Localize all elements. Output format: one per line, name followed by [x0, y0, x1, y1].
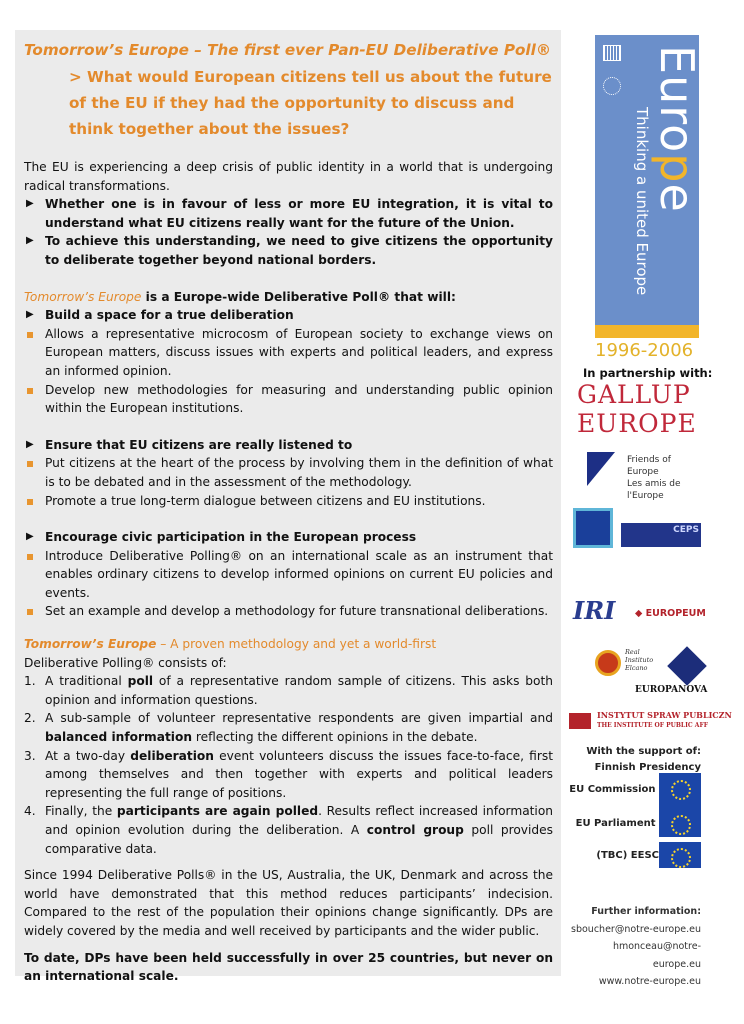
- email-link[interactable]: sboucher@notre-europe.eu: [571, 923, 701, 935]
- intro-section: [24, 158, 553, 270]
- elcano-logo: [595, 650, 621, 676]
- since-paragraph: Since 1994 Deliberative Polls® in the US, Australia, the UK, Denmark and across the world have demonstrated that this method reduces participants’ indecision. Compared to the rest of the population their opinions change significantly. DPs are widely covered by the media and well received by participants and the wider public.: [24, 868, 553, 938]
- list-item: Introduce Deliberative Polling® on an international scale as an instrument that enables ordinary citizens to develop informed opinions on current EU policies and events.: [24, 547, 553, 603]
- email-link[interactable]: hmonceau@notre-europe.eu: [612, 941, 701, 970]
- square-bullet-icon: [27, 388, 33, 394]
- square-bullet-icon: [27, 554, 33, 560]
- page-title: Tomorrow’s Europe – The first ever Pan-EU Deliberative Poll®: [24, 41, 552, 59]
- further-info: Further information: sboucher@notre-europe.eu hmonceau@notre-europe.eu www.notre-europe.eu: [565, 903, 701, 991]
- brand-name: Tomorrow’s Europe: [24, 289, 142, 304]
- brand-name: Tomorrow’s Europe: [24, 637, 157, 652]
- list-item: Allows a representative microcosm of European society to exchange views on European matters, discuss issues with experts and political leaders, and express an informed opinion.: [24, 325, 553, 381]
- method-step: 3. At a two-day deliberation event volunteers discuss the issues face-to-face, first among themselves and then together with experts and political leaders representing the full range of positions.: [24, 748, 553, 800]
- triangle-bullet-icon: ▶: [26, 531, 34, 543]
- partnership-label: In partnership with:: [583, 366, 713, 380]
- list-item: Promote a true long-term dialogue between citizens and EU institutions.: [24, 492, 553, 511]
- method-step: 1. A traditional poll of a representative random sample of citizens. This asks both opinion and information questions.: [24, 674, 553, 707]
- will-heading-text: is a Europe-wide Deliberative Poll® that will:: [141, 289, 456, 304]
- eesc-icon: [659, 842, 701, 868]
- square-bullet-icon: [27, 461, 33, 467]
- years: 1996-2006: [595, 340, 694, 361]
- gallup-logo: GALLUP EUROPE: [577, 380, 697, 438]
- triangle-bullet-icon: ▶: [26, 309, 34, 321]
- will-section: [24, 288, 553, 622]
- will-heading: [24, 288, 553, 307]
- square-bullet-icon: [27, 499, 33, 505]
- triangle-bullet-icon: ▶: [26, 235, 34, 247]
- list-item: Develop new methodologies for measuring and understanding public opinion within the European institutions.: [24, 381, 553, 418]
- europanova-logo: EUROPANOVA: [635, 685, 708, 695]
- method-section: [24, 635, 553, 986]
- intro-bullet: To achieve this understanding, we need to give citizens the opportunity to deliberate together beyond national borders.: [45, 234, 553, 267]
- method-heading-text: – A proven methodology and yet a world-first: [156, 637, 437, 652]
- europeum-logo: ◆ EUROPEUM: [635, 608, 706, 619]
- logo-tagline: Thinking a united Europe: [633, 107, 651, 296]
- supporter-finnish-presidency: Finnish Presidency: [565, 732, 701, 813]
- columns-icon: [603, 45, 621, 61]
- ceps-logo: CEPS: [621, 523, 701, 547]
- main-content: [15, 30, 561, 984]
- eu-parliament-icon: [659, 809, 701, 837]
- triangle-bullet-icon: ▶: [26, 438, 34, 450]
- closing-statement: To date, DPs have been held successfully in over 25 countries, but never on an international scale.: [24, 950, 553, 984]
- elcano-name: Real Instituto Elcano: [625, 648, 654, 672]
- logo-text: Notre Europe: [650, 45, 744, 213]
- supporter-eu-commission: EU Commission: [569, 774, 701, 804]
- intro-text: The EU is experiencing a deep crisis of public identity in a world that is undergoing radical transformations.: [24, 160, 553, 193]
- supporter-eu-parliament: EU Parliament: [576, 809, 701, 837]
- institute-logo: [573, 508, 613, 548]
- list-item: Put citizens at the heart of the process by involving them in the definition of what is to be debated and in the assessment of the methodology.: [24, 454, 553, 491]
- method-step: 4. Finally, the participants are again polled. Results reflect increased information and opinion evolution during the deliberation. A control group poll provides comparative data.: [24, 804, 554, 856]
- intro-bullet: Whether one is in favour of less or more EU integration, it is vital to understand what EU citizens really want for the future of the Union.: [45, 197, 553, 230]
- support-label: With the support of:: [586, 746, 701, 757]
- group-heading: ▶ Ensure that EU citizens are really listened to: [24, 436, 553, 455]
- triangle-bullet-icon: ▶: [26, 198, 34, 210]
- supporter-eesc: (TBC) EESC: [596, 842, 701, 868]
- iri-logo: IRI: [573, 596, 616, 625]
- method-step: 2. A sub-sample of volunteer representative respondents are given impartial and balanced information reflecting the different opinions in the debate.: [24, 711, 553, 745]
- website-link[interactable]: www.notre-europe.eu: [598, 976, 701, 987]
- square-bullet-icon: [27, 332, 33, 338]
- notre-europe-logo: [595, 35, 744, 338]
- eu-stars-icon: [603, 77, 621, 95]
- eu-flag-icon: [659, 774, 701, 804]
- friends-of-europe-logo: Friends of Europe Les amis de l'Europe: [587, 452, 697, 486]
- page-question: > What would European citizens tell us about the future of the EU if they had the opportunity to discuss and think together about the issues?: [69, 68, 552, 138]
- method-lead: Deliberative Polling® consists of:: [24, 655, 227, 670]
- group-heading: ▶ Build a space for a true deliberation: [24, 306, 553, 325]
- isp-logo: INSTYTUT SPRAW PUBLICZN THE INSTITUTE OF PUBLIC AFF: [569, 711, 709, 730]
- square-bullet-icon: [27, 609, 33, 615]
- method-heading: [24, 635, 553, 654]
- europanova-icon: [667, 646, 707, 686]
- group-heading: ▶ Encourage civic participation in the European process: [24, 528, 553, 547]
- list-item: Set an example and develop a methodology for future transnational deliberations.: [24, 602, 553, 621]
